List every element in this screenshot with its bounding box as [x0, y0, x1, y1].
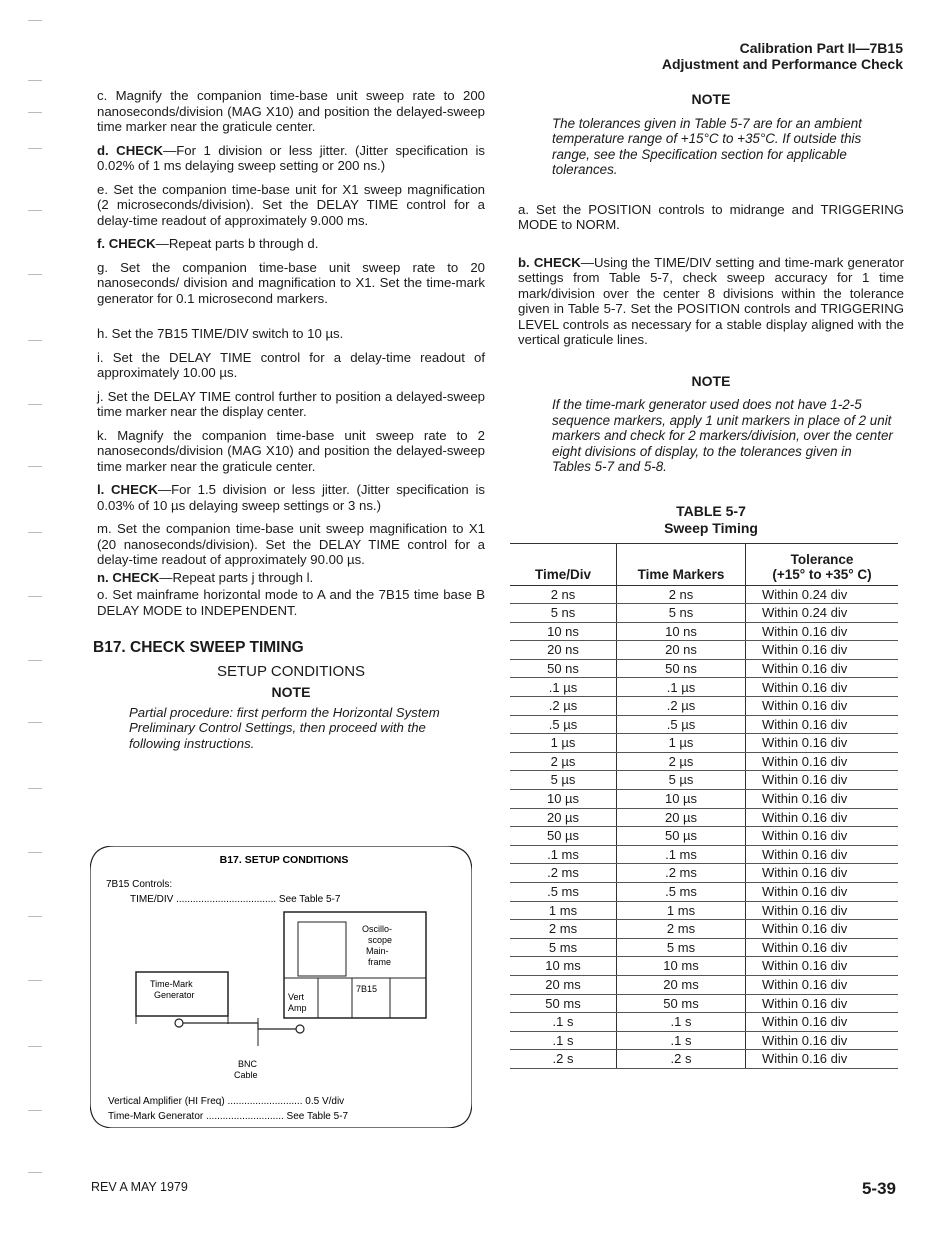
- right-column: [518, 88, 904, 1069]
- table-row: [510, 1031, 898, 1050]
- table-row: [510, 734, 898, 753]
- page-header: [662, 40, 903, 72]
- cell-tolerance: Within 0.16 div: [746, 864, 899, 883]
- plugin-7b15-label: 7B15: [356, 984, 378, 994]
- note-body: The tolerances given in Table 5-7 are for an ambient temperature range of +15°C to +35°C. If outside this range, see the Specification section for applicable tolerances.: [552, 115, 862, 177]
- table-row: [510, 901, 898, 920]
- step-h: h. Set the 7B15 TIME/DIV switch to 10 µs.: [97, 326, 344, 341]
- cell-tolerance: Within 0.16 div: [746, 994, 899, 1013]
- step-m: m. Set the companion time-base unit sweep magnification to X1 (20 nanoseconds/division). Set the DELAY TIME control for a delay-time readout of approximately 90.00 µs.: [97, 521, 485, 567]
- oscilloscope-label-2: scope: [368, 935, 393, 945]
- cell-tolerance: Within 0.16 div: [746, 883, 899, 902]
- step-f: [97, 236, 485, 252]
- cell-tolerance: Within 0.16 div: [746, 827, 899, 846]
- step-f-text: —Repeat parts b through d.: [155, 236, 319, 251]
- cell-time-markers: 2 µs: [617, 752, 746, 771]
- cell-tolerance: Within 0.16 div: [746, 790, 899, 809]
- cell-time-div: .1 µs: [510, 678, 617, 697]
- cell-time-markers: .1 s: [617, 1031, 746, 1050]
- cell-time-div: .1 s: [510, 1013, 617, 1032]
- table-title: [518, 503, 904, 537]
- vert-amp-label-1: Vert: [288, 992, 305, 1002]
- cell-time-div: 1 µs: [510, 734, 617, 753]
- oscilloscope-label-3: Main-: [366, 946, 389, 956]
- step-b-text: —Using the TIME/DIV setting and time-mark generator settings from Table 5-7, check sweep accuracy for 1 time mark/division over the center 8 divisions within the tolerance given in Table 5-7. Set the POSITION controls and TRIGGERING LEVEL controls as necessary for a stable display aligned with the vertical graticule lines.: [518, 254, 904, 347]
- cell-tolerance: Within 0.16 div: [746, 1013, 899, 1032]
- cell-tolerance: Within 0.16 div: [746, 938, 899, 957]
- cell-time-markers: 50 ms: [617, 994, 746, 1013]
- table-row: [510, 994, 898, 1013]
- left-column: [93, 88, 485, 751]
- footer-revision: REV A MAY 1979: [91, 1180, 188, 1194]
- cell-time-markers: 5 ms: [617, 938, 746, 957]
- cell-time-div: 1 ms: [510, 901, 617, 920]
- cell-time-markers: 1 ms: [617, 901, 746, 920]
- cable-label-1: BNC: [238, 1059, 258, 1069]
- cell-time-markers: 2 ns: [617, 585, 746, 604]
- cell-tolerance: Within 0.24 div: [746, 604, 899, 623]
- cell-time-div: 10 ms: [510, 957, 617, 976]
- table-body: [510, 585, 898, 1068]
- cell-tolerance: Within 0.16 div: [746, 901, 899, 920]
- table-row: [510, 771, 898, 790]
- table-row: [510, 864, 898, 883]
- cell-time-div: 5 ms: [510, 938, 617, 957]
- oscilloscope-label-1: Oscillo-: [362, 924, 393, 934]
- cell-time-markers: 50 µs: [617, 827, 746, 846]
- step-f-label: f. CHECK: [97, 236, 156, 251]
- step-i: i. Set the DELAY TIME control for a delay-time readout of approximately 10.00 µs.: [97, 349, 485, 380]
- step-d-label: d. CHECK: [97, 142, 164, 158]
- cell-time-markers: .1 s: [617, 1013, 746, 1032]
- table-header-row: [510, 543, 898, 585]
- step-l-text: —For 1.5 division or less jitter. (Jitter specification is 0.03% of 10 µs delaying sweep settings or 3 ns.): [97, 482, 485, 513]
- table-row: [510, 845, 898, 864]
- cell-tolerance: Within 0.16 div: [746, 975, 899, 994]
- cell-tolerance: Within 0.16 div: [746, 641, 899, 660]
- cell-tolerance: Within 0.16 div: [746, 1031, 899, 1050]
- diagram-time-mark: Time-Mark Generator ............................ See Table 5-7: [108, 1111, 349, 1122]
- diagram-title: B17. SETUP CONDITIONS: [219, 854, 349, 866]
- cell-time-markers: 5 ns: [617, 604, 746, 623]
- cell-time-div: 2 ns: [510, 585, 617, 604]
- cell-time-markers: .5 ms: [617, 883, 746, 902]
- diagram-timediv: TIME/DIV .................................... See Table 5-7: [130, 894, 341, 905]
- cell-tolerance: Within 0.16 div: [746, 734, 899, 753]
- cell-tolerance: Within 0.16 div: [746, 659, 899, 678]
- table-row: [510, 585, 898, 604]
- cell-time-div: 20 µs: [510, 808, 617, 827]
- table-row: [510, 678, 898, 697]
- cell-time-div: 50 µs: [510, 827, 617, 846]
- cell-time-markers: .2 s: [617, 1050, 746, 1069]
- cell-tolerance: Within 0.16 div: [746, 808, 899, 827]
- cell-time-div: .5 ms: [510, 883, 617, 902]
- table-row: [510, 938, 898, 957]
- cell-time-div: 20 ms: [510, 975, 617, 994]
- step-l-label: l. CHECK: [97, 482, 158, 497]
- step-j: j. Set the DELAY TIME control further to position a delayed-sweep time marker near the display center.: [97, 388, 485, 419]
- diagram-vertical-amp: Vertical Amplifier (HI Freq) ........................... 0.5 V/div: [108, 1096, 345, 1107]
- cell-time-div: 20 ns: [510, 641, 617, 660]
- step-n-label: n. CHECK: [97, 569, 160, 585]
- cell-tolerance: Within 0.16 div: [746, 678, 899, 697]
- header-time-markers: Time Markers: [617, 543, 746, 585]
- step-d-text: —For 1 division or less jitter. (Jitter specification is 0.02% of 1 ms delaying sweep setting or 200 ns.): [97, 142, 485, 173]
- table-row: [510, 697, 898, 716]
- cable-label-2: Cable: [234, 1070, 258, 1080]
- table-row: [510, 1050, 898, 1069]
- cell-time-markers: 20 ns: [617, 641, 746, 660]
- cell-time-markers: 20 ms: [617, 975, 746, 994]
- table-row: [510, 752, 898, 771]
- cell-time-markers: .1 µs: [617, 678, 746, 697]
- table-row: [510, 920, 898, 939]
- oscilloscope-label-4: frame: [368, 957, 392, 967]
- crt-screen: [298, 922, 346, 976]
- table-row: [510, 975, 898, 994]
- step-b-label: b. CHECK: [518, 254, 581, 270]
- setup-conditions-title: SETUP CONDITIONS: [216, 662, 366, 680]
- header-title: Calibration Part II—7B15: [739, 40, 903, 56]
- cell-tolerance: Within 0.16 div: [746, 920, 899, 939]
- diagram-controls-label: 7B15 Controls:: [106, 879, 173, 890]
- table-number: TABLE 5-7: [676, 502, 746, 519]
- cell-time-div: .2 ms: [510, 864, 617, 883]
- step-o: o. Set mainframe horizontal mode to A and the 7B15 time base B DELAY MODE to INDEPENDENT.: [97, 587, 485, 618]
- cell-tolerance: Within 0.16 div: [746, 957, 899, 976]
- table-row: [510, 883, 898, 902]
- header-tolerance: [746, 543, 899, 585]
- cell-time-div: 5 ns: [510, 604, 617, 623]
- cell-time-div: .2 µs: [510, 697, 617, 716]
- cell-tolerance: Within 0.16 div: [746, 697, 899, 716]
- cell-tolerance: Within 0.16 div: [746, 752, 899, 771]
- setup-note-title: NOTE: [271, 684, 311, 700]
- step-c: c. Magnify the companion time-base unit sweep rate to 200 nanoseconds/division (MAG X10) and position the delayed-sweep time marker near the graticule center.: [97, 88, 485, 134]
- cell-tolerance: Within 0.16 div: [746, 1050, 899, 1069]
- table-row: [510, 808, 898, 827]
- cell-time-div: .2 s: [510, 1050, 617, 1069]
- table-row: [510, 827, 898, 846]
- cell-time-markers: .2 ms: [617, 864, 746, 883]
- step-n: [97, 570, 485, 586]
- cell-time-markers: .5 µs: [617, 715, 746, 734]
- note2-title: NOTE: [691, 372, 731, 389]
- cell-time-div: 10 ns: [510, 622, 617, 641]
- table-row: [510, 957, 898, 976]
- cell-time-markers: .2 µs: [617, 697, 746, 716]
- cell-time-markers: .1 ms: [617, 845, 746, 864]
- step-n-text: —Repeat parts j through l.: [159, 569, 314, 585]
- cell-time-div: 50 ns: [510, 659, 617, 678]
- cell-tolerance: Within 0.16 div: [746, 845, 899, 864]
- cell-time-markers: 2 ms: [617, 920, 746, 939]
- generator-label-2: Generator: [154, 990, 195, 1000]
- note2-body: If the time-mark generator used does not have 1-2-5 sequence markers, apply 1 unit markers in place of 2 unit markers and check for 2 markers/division, over the center eight divisions of display, to the tolerances given in Tables 5-7 and 5-8.: [552, 397, 893, 474]
- header-time-div: Time/Div: [510, 543, 617, 585]
- cell-time-markers: 1 µs: [617, 734, 746, 753]
- sweep-timing-table: [510, 543, 898, 1069]
- setup-note-body: Partial procedure: first perform the Horizontal System Preliminary Control Settings, then proceed with the following instructions.: [129, 704, 440, 751]
- cell-tolerance: Within 0.16 div: [746, 715, 899, 734]
- cell-time-div: .5 µs: [510, 715, 617, 734]
- table-subtitle: Sweep Timing: [664, 519, 758, 536]
- cell-time-markers: 5 µs: [617, 771, 746, 790]
- setup-diagram: [90, 846, 472, 1128]
- cell-tolerance: Within 0.24 div: [746, 585, 899, 604]
- table-row: [510, 604, 898, 623]
- step-a: a. Set the POSITION controls to midrange and TRIGGERING MODE to NORM.: [518, 201, 904, 232]
- step-k: k. Magnify the companion time-base unit sweep rate to 2 nanoseconds/division (MAG X10) and position the delayed-sweep time marker near the graticule center.: [97, 427, 485, 474]
- table-row: [510, 1013, 898, 1032]
- cell-time-markers: 10 ns: [617, 622, 746, 641]
- step-d: [97, 143, 485, 174]
- table-row: [510, 790, 898, 809]
- table-row: [510, 641, 898, 660]
- table-row: [510, 622, 898, 641]
- page-number: 5-39: [861, 1179, 896, 1198]
- margin-scan-marks: [20, 0, 60, 1237]
- step-l: [97, 482, 485, 513]
- note-title: NOTE: [691, 91, 731, 107]
- table-row: [510, 715, 898, 734]
- step-g: g. Set the companion time-base unit sweep rate to 20 nanoseconds/ division and magnification to X1. Set the time-mark generator for 0.1 microsecond markers.: [97, 259, 485, 306]
- cell-time-markers: 20 µs: [617, 808, 746, 827]
- generator-label-1: Time-Mark: [150, 979, 193, 989]
- cell-time-div: 10 µs: [510, 790, 617, 809]
- cell-time-div: 5 µs: [510, 771, 617, 790]
- vert-amp-label-2: Amp: [288, 1003, 307, 1013]
- step-b: [518, 255, 904, 348]
- cell-time-div: .1 s: [510, 1031, 617, 1050]
- header-tolerance-range: (+15° to +35° C): [772, 567, 872, 582]
- cell-time-div: 50 ms: [510, 994, 617, 1013]
- generator-output-connector: [175, 1019, 183, 1027]
- cell-time-div: 2 ms: [510, 920, 617, 939]
- cell-time-markers: 10 ms: [617, 957, 746, 976]
- step-e: e. Set the companion time-base unit for X1 sweep magnification (2 microseconds/division). Set the DELAY TIME control for a delay-time readout of approximately 9.000 ms.: [97, 181, 485, 228]
- vert-input-connector: [296, 1025, 304, 1033]
- bnc-cable-line: [183, 1023, 296, 1029]
- header-subtitle: Adjustment and Performance Check: [661, 56, 903, 72]
- cell-tolerance: Within 0.16 div: [746, 771, 899, 790]
- cell-time-div: .1 ms: [510, 845, 617, 864]
- cell-time-div: 2 µs: [510, 752, 617, 771]
- cell-time-markers: 50 ns: [617, 659, 746, 678]
- header-tolerance-label: Tolerance: [790, 551, 854, 567]
- cell-time-markers: 10 µs: [617, 790, 746, 809]
- cell-tolerance: Within 0.16 div: [746, 622, 899, 641]
- section-title: B17. CHECK SWEEP TIMING: [93, 639, 304, 656]
- table-row: [510, 659, 898, 678]
